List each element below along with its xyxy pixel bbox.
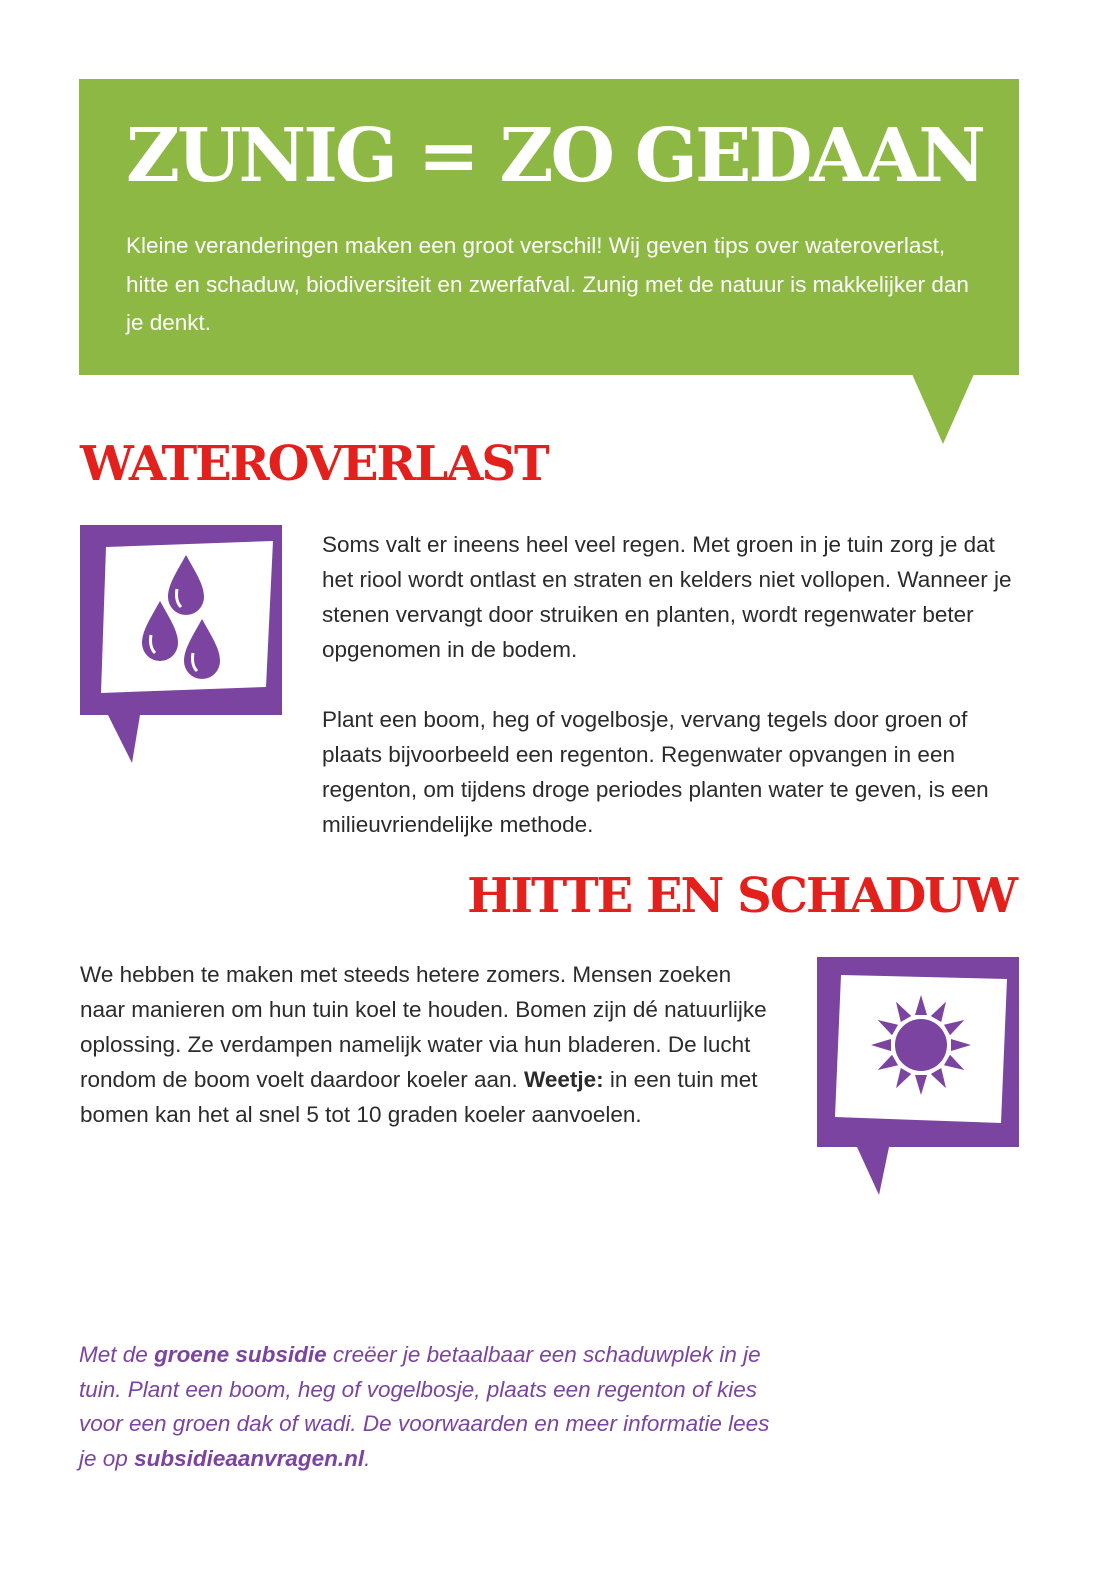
promo-highlight: groene subsidie — [154, 1342, 327, 1367]
intro-text: Kleine veranderingen maken een groot verschil! Wij geven tips over wateroverlast, hitte en schaduw, biodiversiteit en zwerfafval. Zunig met de natuur is makkelijker dan je denkt. — [126, 233, 969, 335]
promo-end: . — [364, 1445, 371, 1471]
hitte-text-weetje: in een tuin met bomen kan het al snel 5 tot 10 graden koeler aanvoelen. — [80, 1067, 758, 1127]
water-drops-icon — [80, 525, 282, 765]
subsidie-promo — [79, 1338, 779, 1476]
subsidie-link[interactable]: subsidieaanvragen.nl — [134, 1445, 365, 1471]
page-title: ZUNIG = ZO GEDAAN — [126, 113, 984, 199]
promo-intro: Met de — [79, 1342, 148, 1367]
hitte-text-intro: We hebben te maken met steeds hetere zomers. Mensen zoeken naar manieren om hun tuin koel te houden. Bomen zijn dé natuurlijke oplossing. Ze verdampen namelijk water via hun bladeren. De lucht rondom de boom voelt daardoor koeler aan. — [80, 962, 767, 1092]
speech-bubble-tail — [912, 374, 974, 444]
weetje-label: Weetje: — [524, 1067, 604, 1092]
section-title-hitte-en-schaduw: HITTE EN SCHADUW — [467, 868, 1016, 924]
wateroverlast-text — [322, 527, 1012, 842]
promo-body: creëer je betaalbaar een schaduwplek in je tuin. Plant een boom, heg of vogelbosje, plaats een regenton of kies voor een groen dak of wadi. De voorwaarden en meer informatie lees je op — [79, 1342, 770, 1471]
sun-icon — [817, 957, 1019, 1197]
section-title-wateroverlast: WATEROVERLAST — [80, 436, 548, 492]
wateroverlast-paragraph-2: Plant een boom, heg of vogelbosje, vervang tegels door groen of plaats bijvoorbeeld een regenton. Regenwater opvangen in een regenton, om tijdens droge periodes planten water te geven, is een milieuvriendelijke methode. — [322, 707, 989, 837]
hitte-text — [80, 957, 780, 1132]
wateroverlast-paragraph-1: Soms valt er ineens heel veel regen. Met groen in je tuin zorg je dat het riool wordt ontlast en straten en kelders niet vollopen. Wanneer je stenen vervangt door struiken en planten, wordt regenwater beter opgenomen in de bodem. — [322, 532, 1012, 662]
intro-banner — [79, 79, 1019, 375]
